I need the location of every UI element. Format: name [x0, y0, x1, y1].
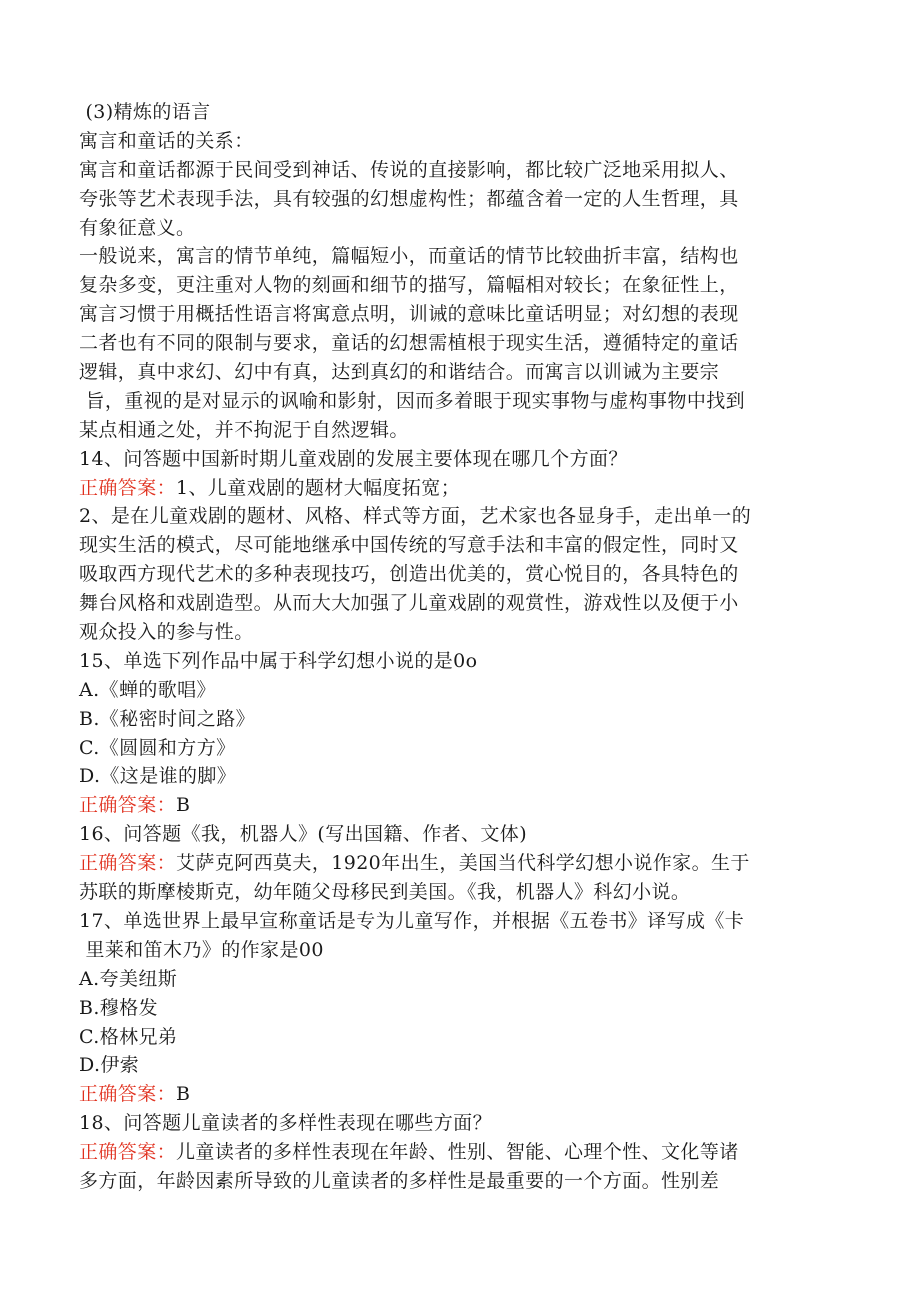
- text-line: (3)精炼的语言: [79, 101, 211, 123]
- text-line: 18、问答题儿童读者的多样性表现在哪些方面？: [79, 1112, 492, 1135]
- correct-answer-label: 正确答案：: [79, 1141, 177, 1164]
- text-line: C.《圆圆和方方》: [79, 736, 236, 759]
- text-line: 多方面，年龄因素所导致的儿童读者的多样性是最重要的一个方面。性别差: [79, 1169, 720, 1192]
- question-18: [79, 1109, 839, 1138]
- answer-line: [79, 1080, 839, 1109]
- correct-answer-label: 正确答案：: [79, 476, 177, 499]
- answer-line: [79, 849, 839, 878]
- text-line: 里莱和笛木乃》的作家是00: [79, 938, 324, 961]
- text-line: 旨，重视的是对显示的讽喻和影射，因而多着眼于现实事物与虚构事物中找到: [79, 389, 746, 412]
- answer-17: [79, 1080, 839, 1109]
- paragraph-answer-16-cont: [79, 878, 839, 907]
- text-line: 15、单选下列作品中属于科学幻想小说的是0o: [79, 649, 478, 672]
- text-line: 17、单选世界上最早宣称童话是专为儿童写作，并根据《五卷书》译写成《卡: [79, 909, 745, 932]
- text-line: 寓言习惯于用概括性语言将寓意点明，训诫的意味比童话明显；对幻想的表现: [79, 303, 739, 326]
- text-line: 14、问答题中国新时期儿童戏剧的发展主要体现在哪几个方面？: [79, 447, 628, 470]
- paragraph-similarity: [79, 156, 839, 243]
- answer-text: B: [176, 1083, 191, 1106]
- text-line: A.夸美纽斯: [79, 967, 178, 990]
- text-line: 二者也有不同的限制与要求，童话的幻想需植根于现实生活，遵循特定的童话: [79, 332, 739, 355]
- text-line: 2、是在儿童戏剧的题材、风格、样式等方面，艺术家也各显身手，走出单一的: [79, 505, 752, 528]
- document-page: [79, 98, 839, 1196]
- text-line: 一般说来，寓言的情节单纯，篇幅短小，而童话的情节比较曲折丰富，结构也: [79, 245, 739, 268]
- answer-15: [79, 791, 839, 820]
- text-line: D.伊索: [79, 1054, 140, 1077]
- options-15: [79, 676, 839, 792]
- text-line: 某点相通之处，并不拘泥于自然逻辑。: [79, 418, 409, 441]
- text-line: 现实生活的模式，尽可能地继承中国传统的写意手法和丰富的假定性，同时又: [79, 534, 739, 557]
- paragraph-q14-point-2: [79, 502, 839, 646]
- text-line: 吸取西方现代艺术的多种表现技巧，创造出优美的，赏心悦目的，各具特色的: [79, 563, 739, 586]
- answer-16: [79, 849, 839, 878]
- text-line: 舞台风格和戏剧造型。从而大大加强了儿童戏剧的观赏性，游戏性以及便于小: [79, 592, 739, 615]
- question-17: [79, 907, 839, 965]
- question-16: [79, 820, 839, 849]
- text-line: 苏联的斯摩棱斯克，幼年随父母移民到美国。《我，机器人》科幻小说。: [79, 881, 691, 904]
- paragraph-answer-18-cont: [79, 1167, 839, 1196]
- correct-answer-label: 正确答案：: [79, 852, 177, 875]
- answer-text: 艾萨克阿西莫夫，1920年出生，美国当代科学幻想小说作家。生于: [176, 852, 750, 875]
- text-line: D.《这是谁的脚》: [79, 765, 237, 788]
- text-line: B.《秘密时间之路》: [79, 707, 256, 730]
- question-15: [79, 647, 839, 676]
- answer-text: B: [176, 794, 191, 817]
- question-14: [79, 445, 839, 474]
- text-line: A.《蝉的歌唱》: [79, 678, 216, 701]
- text-line: B.穆格发: [79, 996, 159, 1019]
- text-line: 寓言和童话都源于民间受到神话、传说的直接影响，都比较广泛地采用拟人、: [79, 158, 739, 181]
- answer-14: [79, 474, 839, 503]
- correct-answer-label: 正确答案：: [79, 794, 177, 817]
- section-title-relation: [79, 127, 839, 156]
- paragraph-difference: [79, 242, 839, 444]
- text-line: 观众投入的参与性。: [79, 621, 254, 644]
- options-17: [79, 965, 839, 1081]
- answer-line: [79, 474, 839, 503]
- answer-text: 1、儿童戏剧的题材大幅度拓宽；: [176, 476, 461, 499]
- subheading-refined-language: [79, 98, 839, 127]
- text-line: 有象征意义。: [79, 216, 196, 239]
- text-line: 16、问答题《我，机器人》(写出国籍、作者、文体): [79, 823, 528, 846]
- text-line: C.格林兄弟: [79, 1025, 178, 1048]
- answer-line: [79, 791, 839, 820]
- text-line: 逻辑，真中求幻、幻中有真，达到真幻的和谐结合。而寓言以训诫为主要宗: [79, 361, 720, 384]
- correct-answer-label: 正确答案：: [79, 1083, 177, 1106]
- answer-line: [79, 1138, 839, 1167]
- text-line: 复杂多变，更注重对人物的刻画和细节的描写，篇幅相对较长；在象征性上，: [79, 274, 739, 297]
- answer-18: [79, 1138, 839, 1167]
- text-line: 夸张等艺术表现手法，具有较强的幻想虚构性；都蕴含着一定的人生哲理，具: [79, 187, 739, 210]
- answer-text: 儿童读者的多样性表现在年龄、性别、智能、心理个性、文化等诸: [176, 1141, 739, 1164]
- text-line: 寓言和童话的关系：: [79, 129, 254, 152]
